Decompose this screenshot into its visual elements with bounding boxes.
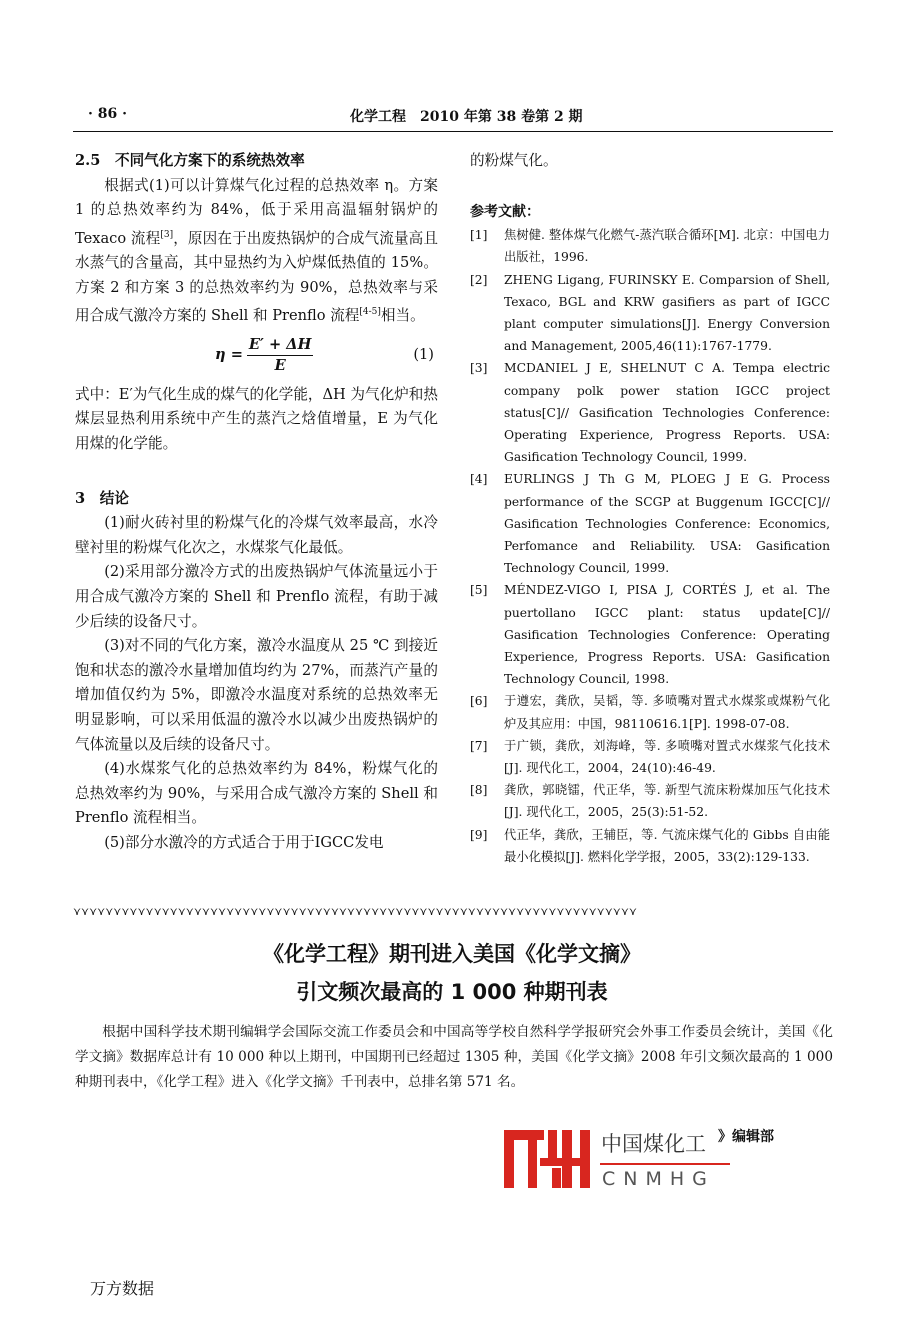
reference-item: [7] 于广锁，龚欣，刘海峰，等. 多喷嘴对置式水煤浆气化技术[J]. 现代化工，2004，24(10):46-49. <box>470 738 830 776</box>
conclusion-item: (4)水煤浆气化的总热效率约为 84%，粉煤气化的总热效率约为 90%，与采用合成气激冷方案的 Shell 和 Prenflo 流程相当。 <box>75 760 438 827</box>
reference-item: [1] 焦树健. 整体煤气化燃气-蒸汽联合循环[M]. 北京：中国电力出版社，1996. <box>470 228 830 265</box>
header-rule <box>73 131 833 132</box>
conclusion-item: (1)耐火砖衬里的粉煤气化的冷煤气效率最高，水冷壁衬里的粉煤气化次之，水煤浆气化最低。 <box>75 514 438 556</box>
section-heading: 2.5 不同气化方案下的系统热效率 <box>75 152 305 169</box>
conclusion-item: (3)对不同的气化方案，激冷水温度从 25 ℃ 到接近饱和状态的激冷水量增加值均约为 27%，而蒸汽产量的增加值仅约为 5%，即激冷水温度对系统的总热效率无明显影响，可以采用低温的激冷水以减少出废热锅炉的气体流量以及后续的设备尺寸。 <box>75 637 438 753</box>
equation: η = $\frac{E' + \Delta H}{E}$ (1) <box>215 335 434 374</box>
paragraph: 式中：E′为气化生成的煤气的化学能，ΔH 为气化炉和热煤层显热利用系统中产生的蒸汽之焓值增量，E 为气化用煤的化学能。 <box>75 385 438 453</box>
reference-item: [8] 龚欣，郭晓镭，代正华，等. 新型气流床粉煤加压气化技术[J]. 现代化工，2005，25(3):51-52. <box>470 783 830 820</box>
section-divider: ⋎⋎⋎⋎⋎⋎⋎⋎⋎⋎⋎⋎⋎⋎⋎⋎⋎⋎⋎⋎⋎⋎⋎⋎⋎⋎⋎⋎⋎⋎⋎⋎⋎⋎⋎⋎⋎⋎⋎⋎⋎⋎⋎⋎⋎⋎⋎⋎⋎⋎⋎⋎⋎⋎⋎⋎⋎⋎⋎⋎⋎⋎⋎⋎⋎⋎⋎⋎⋎⋎ <box>73 906 637 918</box>
conclusion-item: (5)部分水激冷的方式适合于用于IGCC发电 <box>104 833 384 851</box>
reference-list <box>470 224 830 868</box>
reference-item: [2] ZHENG Ligang, FURINSKY E. Comparsion of Shell, Texaco, BGL and KRW gasifiers as part of IGCC plant computer simulations[J]. Energy Conversion and Management, 2005,46(11):1767-1779. <box>470 272 830 354</box>
notice-body: 根据中国科学技术期刊编辑学会国际交流工作委员会和中国高等学校自然科学学报研究会外事工作委员会统计，美国《化学文摘》数据库总计有 10 000 种以上期刊，中国期刊已经超过 1305 种，美国《化学文摘》2008 年引文频次最高的 1 000 种期刊表中，《化学工程》进入《化学文摘》千刊表中，总排名第 571 名。 <box>75 1024 833 1090</box>
journal-issue: 化学工程 2010 年第 38 卷第 2 期 <box>350 109 583 125</box>
conclusion-item: (2)采用部分激冷方式的出废热锅炉气体流量远小于用合成气激冷方案的 Shell 和 Prenflo 流程，有助于减少后续的设备尺寸。 <box>75 563 438 630</box>
signature: 》编辑部 <box>718 1129 774 1145</box>
notice-title: 《化学工程》期刊进入美国《化学文摘》 引文频次最高的 1 000 种期刊表 <box>263 942 641 1004</box>
section-heading: 3 结论 <box>75 489 129 507</box>
reference-item: [9] 代正华，龚欣，王辅臣，等. 气流床煤气化的 Gibbs 自由能最小化模拟[J]. 燃料化学学报，2005，33(2):129-133. <box>470 827 830 864</box>
references-heading: 参考文献： <box>470 203 540 220</box>
reference-item: [6] 于遵宏，龚欣，吴韬，等. 多喷嘴对置式水煤浆或煤粉气化炉及其应用：中国，98110616.1[P]. 1998-07-08. <box>470 694 830 731</box>
watermark: 万方数据 <box>90 1279 155 1298</box>
right-column <box>470 149 830 868</box>
reference-item: [4] EURLINGS J Th G M, PLOEG J E G. Process performance of the SCGP at Buggenum IGCC[C]// Gasification Technologies Conference: Economics, Perfomance and Reliability. USA: Gasification Technology Council, 1999. <box>470 472 830 576</box>
reference-item: [3] MCDANIEL J E, SHELNUT C A. Tempa electric company polk power station IGCC project status[C]// Gasification Technologies Conference: Operating Experience, Progress Reports. USA: Gasification Technology Council, 1999. <box>470 361 830 465</box>
left-column <box>75 149 438 856</box>
reference-item: [5] MÉNDEZ-VIGO I, PISA J, CORTÉS J, et al. The puertollano IGCC plant: status update[C]// Gasification Technologies Conference: Operating Experience, Progress Reports. USA: Gasification Technology Council, 1998. <box>470 583 830 687</box>
paragraph: 的粉煤气化。 <box>470 152 558 169</box>
cnmhg-logo: 中国煤化工 CNMHG 》编辑部 <box>504 1128 804 1198</box>
paragraph: 根据式(1)可以计算煤气化过程的总热效率 η。方案 1 的总热效率约为 84%，低于采用高温辐射锅炉的 Texaco 流程[3]，原因在于出废热锅炉的合成气流量高且水蒸气的含量高，其中显热约为入炉煤低热值的 15%。方案 2 和方案 3 的总热效率约为 90%，总热效率与采用合成气激冷方案的 Shell 和 Prenflo 流程[4-5]相当。 <box>75 176 438 325</box>
page-number: · 86 · <box>88 106 127 122</box>
